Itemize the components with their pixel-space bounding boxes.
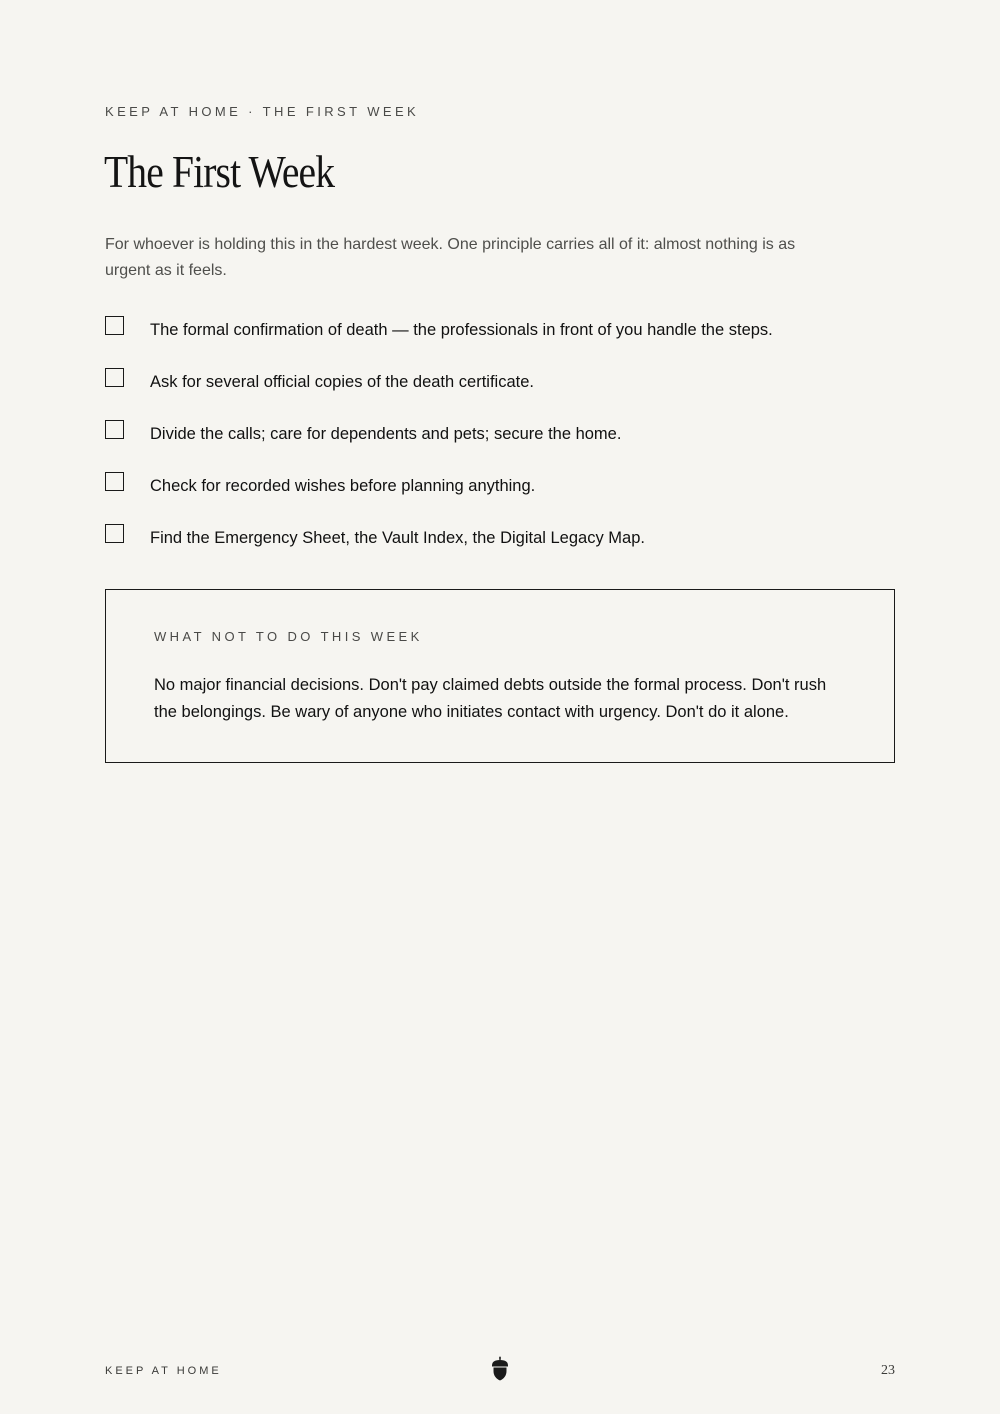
checklist-item-label: Ask for several official copies of the death certificate.: [150, 373, 534, 391]
page-number: 23: [881, 1363, 895, 1378]
checklist-item-label: The formal confirmation of death — the professionals in front of you handle the steps.: [150, 321, 773, 339]
callout-heading: WHAT NOT TO DO THIS WEEK: [154, 629, 423, 644]
checklist: [105, 316, 895, 576]
checkbox[interactable]: [105, 316, 124, 335]
checkbox[interactable]: [105, 368, 124, 387]
checklist-item-label: Find the Emergency Sheet, the Vault Index, the Digital Legacy Map.: [150, 529, 645, 547]
checklist-item: [105, 368, 895, 420]
checklist-item-label: Check for recorded wishes before planning anything.: [150, 477, 536, 495]
page-eyebrow: KEEP AT HOME · THE FIRST WEEK: [105, 104, 420, 119]
checkbox[interactable]: [105, 420, 124, 439]
checkbox[interactable]: [105, 472, 124, 491]
what-not-to-do-callout: [105, 589, 895, 763]
checklist-item: [105, 472, 895, 524]
checklist-item: [105, 316, 895, 368]
acorn-icon: [490, 1356, 510, 1382]
checkbox[interactable]: [105, 524, 124, 543]
footer-label: KEEP AT HOME: [105, 1365, 222, 1377]
checklist-item-label: Divide the calls; care for dependents and pets; secure the home.: [150, 425, 622, 443]
callout-body: No major financial decisions. Don't pay claimed debts outside the formal process. Don't rush the belongings. Be wary of anyone who initiates contact with urgency. Don't do it alone.: [154, 676, 827, 721]
checklist-item: [105, 420, 895, 472]
page-title: The First Week: [104, 146, 335, 197]
intro-text: For whoever is holding this in the hardest week. One principle carries all of it: almost nothing is as urgent as it feels.: [105, 236, 796, 279]
checklist-item: [105, 524, 895, 576]
